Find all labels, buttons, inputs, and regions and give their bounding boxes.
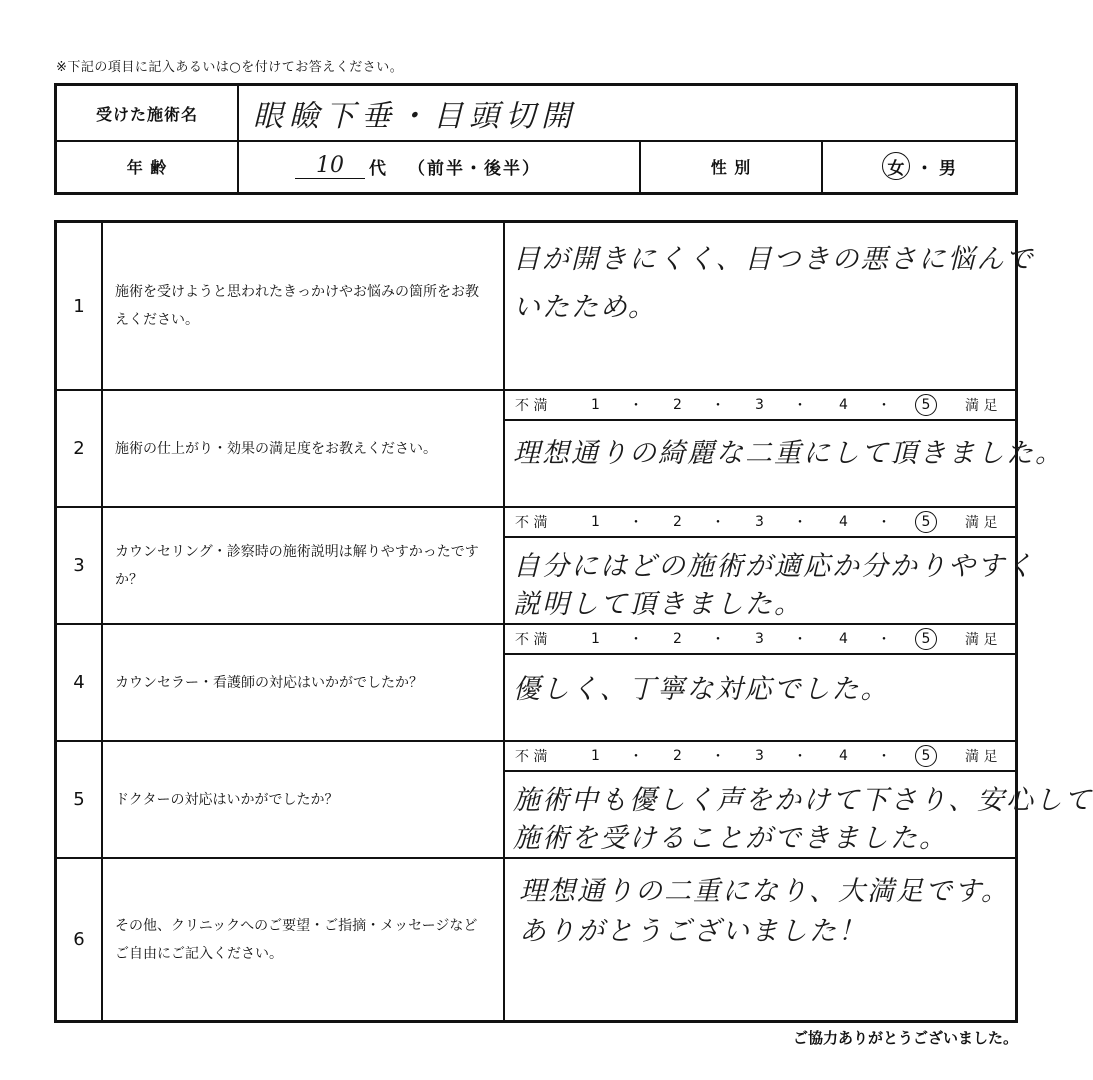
scale-left-label: 不 満 [515,749,548,765]
satisfaction-scale [505,625,1015,655]
question-row-2 [57,389,1064,506]
scale-option-2[interactable]: 2 [673,748,682,764]
scale-dot: ・ [711,632,725,648]
scale-option-5-selected[interactable]: 5 [915,745,937,767]
sex-female-option[interactable]: 女 [882,152,910,180]
sex-label: 性 別 [639,140,821,192]
treatment-value[interactable]: 眼瞼下垂・目頭切開 [237,86,1015,140]
answer-line: 施術を受けることができました。 [513,823,948,854]
answer-line: いたため。 [513,292,657,323]
satisfaction-scale [505,742,1015,772]
scale-option-4[interactable]: 4 [839,748,848,764]
scale-option-4[interactable]: 4 [839,631,848,647]
scale-dot: ・ [629,398,643,414]
treatment-label: 受けた施術名 [95,104,198,124]
scale-dot: ・ [793,515,807,531]
age-sex-row [57,140,1015,192]
question-text: その他、クリニックへのご要望・ご指摘・メッセージなどご自由にご記入ください。 [103,859,505,1020]
scale-left-label: 不 満 [515,515,548,531]
question-text: ドクターの対応はいかがでしたか？ [103,742,505,857]
sex-separator: ・ [916,158,933,179]
answer-area[interactable] [505,223,1035,389]
scale-option-1[interactable]: 1 [591,631,600,647]
question-row-6 [57,857,1015,1020]
scale-dot: ・ [793,398,807,414]
question-text: 施術の仕上がり・効果の満足度をお教えください。 [103,391,505,506]
scale-right-label: 満 足 [965,398,998,414]
scale-option-1[interactable]: 1 [591,514,600,530]
treatment-row [57,86,1015,142]
thanks-message: ご協力ありがとうございました。 [792,1029,1018,1047]
question-row-3 [57,506,1035,623]
scale-left-label: 不 満 [515,632,548,648]
question-number: 2 [57,391,103,506]
scale-right-label: 満 足 [965,632,998,648]
question-number: 3 [57,508,103,623]
answer-line: 目が開きにくく、目つきの悪さに悩んで [513,244,1035,275]
age-half-options[interactable]: （前半・後半） [408,158,541,179]
question-number: 5 [57,742,103,857]
answer-line: 説明して頂きました。 [513,589,803,620]
question-row-4 [57,623,1015,740]
scale-dot: ・ [877,749,891,765]
satisfaction-scale [505,508,1015,538]
age-unit: 代 [369,158,386,179]
instruction-note: ※下記の項目に記入あるいは○を付けてお答えください。 [56,60,404,75]
scale-left-label: 不 満 [515,398,548,414]
answer-line: 優しく、丁寧な対応でした。 [513,674,890,705]
scale-dot: ・ [711,749,725,765]
question-number: 1 [57,223,103,389]
scale-option-5-selected[interactable]: 5 [915,628,937,650]
question-number: 6 [57,859,103,1020]
answer-line: 理想通りの綺麗な二重にして頂きました。 [513,438,1064,469]
answer-line: 理想通りの二重になり、大満足です。 [519,876,1010,907]
age-value[interactable]: 10 [295,154,365,179]
question-row-5 [57,740,1093,857]
scale-dot: ・ [793,749,807,765]
question-row-1 [57,223,1035,389]
scale-option-2[interactable]: 2 [673,631,682,647]
scale-right-label: 満 足 [965,749,998,765]
answer-area[interactable] [505,625,1015,740]
scale-dot: ・ [629,749,643,765]
scale-option-5-selected[interactable]: 5 [915,511,937,533]
sex-cell [821,140,1015,192]
question-text: 施術を受けようと思われたきっかけやお悩みの箇所をお教えください。 [103,223,505,389]
scale-dot: ・ [877,398,891,414]
scale-option-4[interactable]: 4 [839,397,848,413]
scale-option-1[interactable]: 1 [591,748,600,764]
scale-option-3[interactable]: 3 [755,397,764,413]
scale-dot: ・ [711,515,725,531]
answer-area[interactable] [505,742,1093,857]
answer-area[interactable] [505,508,1035,623]
scale-option-5-selected[interactable]: 5 [915,394,937,416]
scale-dot: ・ [793,632,807,648]
scale-dot: ・ [629,632,643,648]
answer-line: 施術中も優しく声をかけて下さり、安心して [513,785,1093,816]
scale-option-2[interactable]: 2 [673,397,682,413]
scale-option-2[interactable]: 2 [673,514,682,530]
scale-dot: ・ [877,515,891,531]
scale-option-3[interactable]: 3 [755,514,764,530]
question-number: 4 [57,625,103,740]
answer-area[interactable] [505,859,1015,1020]
answer-area[interactable] [505,391,1064,506]
scale-option-3[interactable]: 3 [755,631,764,647]
scale-option-3[interactable]: 3 [755,748,764,764]
age-label: 年 齢 [126,157,168,177]
answer-line: ありがとうございました！ [519,916,867,947]
scale-option-1[interactable]: 1 [591,397,600,413]
scale-dot: ・ [711,398,725,414]
header-table [54,83,1018,195]
scale-dot: ・ [629,515,643,531]
scale-dot: ・ [877,632,891,648]
scale-right-label: 満 足 [965,515,998,531]
questionnaire-table [54,220,1093,1023]
answer-line: 自分にはどの施術が適応か分かりやすく [513,551,1035,582]
age-cell [237,140,639,192]
question-text: カウンセラー・看護師の対応はいかがでしたか？ [103,625,505,740]
satisfaction-scale [505,391,1015,421]
question-text: カウンセリング・診察時の施術説明は解りやすかったですか？ [103,508,505,623]
sex-male-option[interactable]: 男 [939,158,956,179]
scale-option-4[interactable]: 4 [839,514,848,530]
